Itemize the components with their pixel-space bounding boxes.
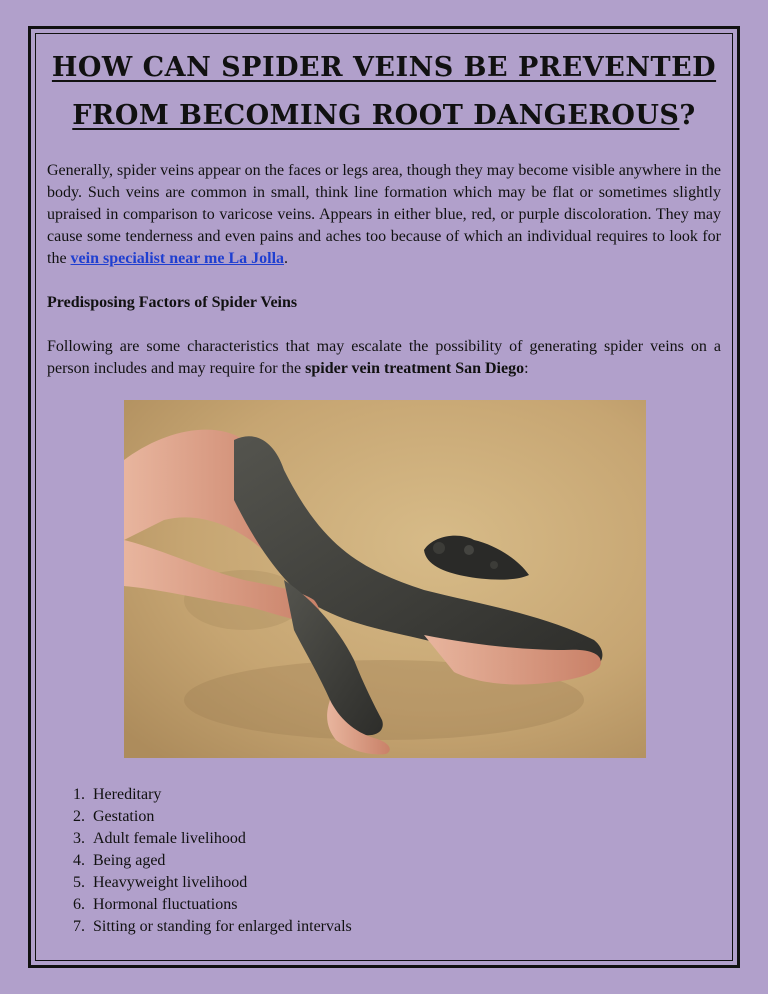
list-item: 7. Sitting or standing for enlarged intervals <box>89 916 721 938</box>
intro-text: Generally, spider veins appear on the faces or legs area, though they may become visible anywhere in the body. Such veins are common in small, think line formation which may be flat or sometimes slightly upraised in comparison to varicose veins. Appears in either blue, red, or purple discoloration. They may cause some tenderness and even pains and aches too because of which an individual requires to look for the <box>47 162 721 267</box>
factors-intro-paragraph <box>47 336 721 380</box>
title-question-mark: ? <box>679 100 696 131</box>
list-item: 1. Hereditary <box>89 784 721 806</box>
factors-intro-end: : <box>524 360 529 377</box>
vein-specialist-link[interactable]: vein specialist near me La Jolla <box>70 250 285 267</box>
page-title <box>47 44 721 140</box>
list-item: 6. Hormonal fluctuations <box>89 894 721 916</box>
treatment-phrase: spider vein treatment San Diego <box>305 360 525 377</box>
section-heading: Predisposing Factors of Spider Veins <box>47 294 298 311</box>
intro-end: . <box>284 250 289 267</box>
title-line-2: FROM BECOMING ROOT DANGEROUS <box>72 100 680 131</box>
risk-factors-list <box>47 784 721 938</box>
legs-mud-photo <box>124 400 646 758</box>
intro-paragraph <box>47 160 721 270</box>
document-body <box>47 44 721 938</box>
list-item: 5. Heavyweight livelihood <box>89 872 721 894</box>
factors-intro-text: Following are some characteristics that may escalate the possibility of generating spider veins on a person includes and may require for the <box>47 338 721 377</box>
list-item: 2. Gestation <box>89 806 721 828</box>
legs-mud-illustration <box>124 400 646 758</box>
list-item: 4. Being aged <box>89 850 721 872</box>
list-item: 3. Adult female livelihood <box>89 828 721 850</box>
title-line-1: HOW CAN SPIDER VEINS BE PREVENTED <box>51 52 717 83</box>
